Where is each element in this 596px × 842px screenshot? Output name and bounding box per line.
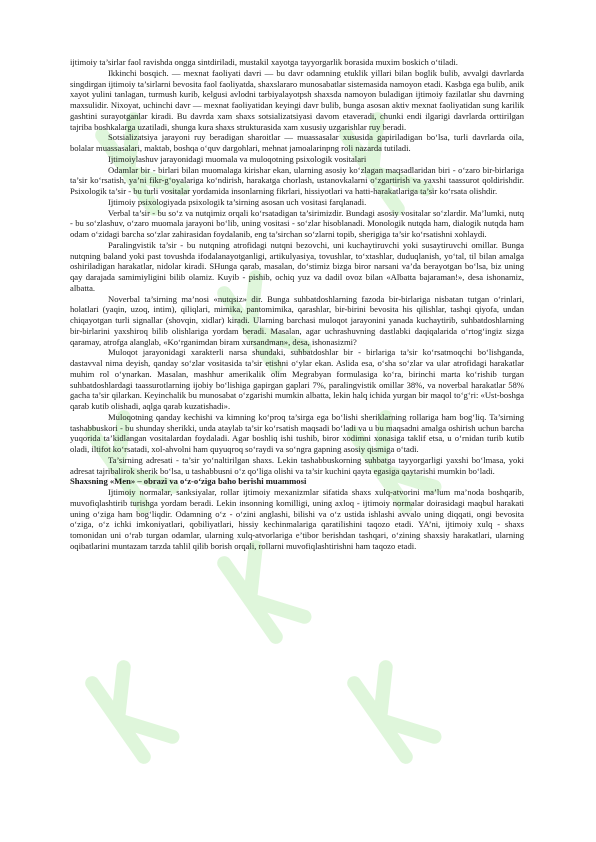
paragraph: Muloqotning qanday kechishi va kimning ko‘proq ta’sirga ega bo‘lishi sheriklarning rollariga ham bog‘liq. Ta’sirning tashabbuskori - bu shunday sherikki, unda ataylab ta’sir ko‘rsatish maqsadi bo‘ladi va u bu maqsadni amalga oshirish uchun barcha yuqorida ta’kidlangan vositalardan foydaladi. Agar boshliq ishi tushib, biror xodimni xonasiga taklif etsa, u o‘rnidan turib kutib oladi, iltifot ko‘rsatadi, xol-ahvolni ham quyuqroq so‘raydi va so‘ngra gapning asosiy qismiga o‘tadi. bbox=[70, 411, 524, 454]
watermark-glyph bbox=[354, 663, 434, 757]
watermark-glyph bbox=[92, 663, 172, 757]
paragraph: Paralingvistik ta’sir - bu nutqning atrofidagi nutqni bezovchi, uni kuchaytiruvchi yoki susaytiruvchi omillar. Bunga nutqning baland yoki past tovushda ifodalanayotganligi, artikulyasiya, tovushlar, to‘xtashlar, duduqlanish, yo‘tal, til bilan amalga oshiriladigan harakatlar, nidolar kiradi. SHunga qarab, masalan, do‘stimiz bizga biror narsani va’da berayotgan bo‘lsa, biz uning qay darajada samimiyligini bilib olamiz. Kuyib - pishib, ochiq yuz va dadil ovoz bilan «Albatta bajaraman!», desa ishonamiz, albatta. bbox=[70, 239, 524, 293]
paragraph: Verbal ta’sir - bu so‘z va nutqimiz orqali ko‘rsatadigan ta’sirimizdir. Bundagi asosiy vositalar so‘zlardir. Ma’lumki, nutq - bu so‘zlashuv, o‘zaro muomala jarayoni bo‘lib, uning vositasi - so‘zlar hisoblanadi. Monologik nutqda ham, dialogik nutqda ham odam o‘zidagi barcha so‘zlar zahirasidan foydalanib, eng ta’sirchan so‘zlarni topib, sherigiga ta’sir ko‘rsatishni xohlaydi. bbox=[70, 207, 524, 239]
paragraph: Sotsializatsiya jarayoni ruy beradigan sharoitlar — muassasalar xususida gapiriladigan bo‘lsa, turli davrlarda oila, bolalar muassasalari, maktab, boshqa o‘quv dargohlari, mehnat jamoalarinpng roli nazarda tutiladi. bbox=[70, 132, 524, 153]
paragraph: Muloqot jarayonidagi xarakterli narsa shundaki, suhbatdoshlar bir - birlariga ta’sir ko‘rsatmoqchi bo‘lishganda, dastavval nima deyish, qanday so‘zlar vositasida ta’sir etishni o‘ylar ekan. Aslida esa, o‘sha so‘zlar va ular atrofidagi harakatlar muhim rol o‘ynarkan. Masalan, mashhur amerikalik olim Megrabyan formulasiga ko‘ra, birinchi marta ko‘rishib turgan suhbatdoshlardagi taassurotlarning ijobiy bo‘lishiga gapirgan gaplari 7%, paralingvistik omillar 38%, va noverbal harakatlar 58% gacha ta’sir qilarkan. Keyinchalik bu munosabat o‘zgarishi mumkin albatta, lekin halq ichida yurgan bir maqol to‘g‘ri: «Ust-boshga qarab kutib olishadi, aqlga qarab kuzatishadi». bbox=[70, 347, 524, 411]
paragraph: Noverbal ta’sirning ma’nosi «nutqsiz» dir. Bunga suhbatdoshlarning fazoda bir-birlariga nisbatan tutgan o‘rinlari, holatlari (yaqin, uzoq, intim), qiliqlari, mimika, pantomimika, qarashlar, bir-birini bevosita his qilishlar, tashqi qiyofa, undan chiqayotgan turli signallar (shovqin, xidlar) kiradi. Ularning barchasi muloqot jarayonini yanada kuchaytirib, suhbatdoshlarning bir-birlarini yaxshiroq bilib olishlariga yordam beradi. Masalan, agar uchrashuvning dastlabki daqiqalarida o‘rtog‘ingiz sizga qaramay, atrofga alanglab, «Ko‘rganimdan biram xursandman», desa, ishonasizmi? bbox=[70, 293, 524, 347]
document-body bbox=[70, 57, 524, 552]
paragraph: Ijtimoiy normalar, sanksiyalar, rollar ijtimoiy mexanizmlar sifatida shaxs xulq-atvorini ma’lum ma’noda boshqarib, muvofiqlashtirib turishga yordam beradi. Lekin insonning komilligi, uning axloq - ijtimoiy normalar doirasidagi maqbul harakati uning o‘ziga ham bog‘liqdir. Odamning o‘z - o‘zini anglashi, bilishi va o‘z ustida ishlashi avvalo uning diqqati, ongi bevosita o‘ziga, o‘z ichki imkoniyatlari, qobiliyatlari, hissiy kechinmalariga qaratilishini taqozo etadi. YA’ni, ijtimoiy xulq - shaxs tomonidan uni o‘rab turgan odamlar, ularning xulq-atvorlariga e’tibor berishdan tashqari, o‘zining shaxsiy harakatlari, ularning oqibatlarini muntazam tarzda tahlil qilib borish orqali, rollarni muvofiqlashtirishni ham taqozo etadi. bbox=[70, 487, 524, 551]
section-heading: Shaxsning «Men» – obrazi va o‘z-o‘ziga baho berishi muammosi bbox=[70, 476, 307, 487]
watermark-glyph bbox=[224, 543, 304, 637]
paragraph: Odamlar bir - birlari bilan muomalaga kirishar ekan, ularning asosiy ko‘zlagan maqsadlaridan biri - o‘zaro bir-birlariga ta’sir ko‘rsatish, ya’ni fikr-g‘oyalariga ko‘ndirish, harakatga chorlash, ustanovkalarni o‘zgartirish va yaxshi taassurot qoldirishdir. Psixologik ta’sir - bu turli vositalar yordamida insonlarning fikrlari, hissiyotlari va hatti-harakatlariga ta’sir ko‘rsata olishdir. bbox=[70, 164, 524, 196]
paragraph-subheading: Ijtimoiylashuv jarayonidagi muomala va muloqotning psixologik vositalari bbox=[108, 153, 367, 164]
paragraph: ijtimoiy ta’sirlar faol ravishda ongga sintdiriladi, mustakil xayotga tayyorgarlik borasida muxim boskich o‘tiladi. bbox=[70, 57, 458, 67]
paragraph: Ta’sirning adresati - ta’sir yo‘naltirilgan shaxs. Lekin tashabbuskorning suhbatga tayyorgarligi yaxshi bo‘lmasa, yoki adresat tajribalirok sherik bo‘lsa, u tashabbusni o‘z qo‘liga olishi va ta’sir kuchini qayta egasiga qaytarishi mumkin bo‘ladi. bbox=[70, 454, 524, 476]
paragraph: Ijtimoiy psixologiyada psixologik ta’sirning asosan uch vositasi farqlanadi. bbox=[108, 196, 367, 207]
paragraph: Ikkinchi bosqich. — mexnat faoliyati davri — bu davr odamning etuklik yillari bilan boglik bulib, avvalgi davrlarda singdirgan ijtimoiy ta’sirlarni bevosita faol faoliyatda, shaxslararo munosabatlar sistemasida namoyon etadi. Kasbga ega bulib, anik xayot yulini tanlagan, turmush kurib, kelgusi avlodni tarbiyalayotpsh shaxsda namoyon buladigan ijtimoiy fazilatlar shu davrning maxsulidir. Nixoyat, uchinchi davr — mexnat faoliyatidan keyingi davr bulib, bunga asosan aktiv mexnat faoliyatidan sung karilik gashtini surayotganlar kiradi. Bu davrda xam shaxs sotsializatsiyasi davom etaveradi, chunki endi ilgarigi davrlarda orttirilgan tajriba boshkalarga uzatiladi, shunga kura shaxs strukturasida xam xususiy uzgarishlar ruy beradi. bbox=[70, 67, 524, 132]
